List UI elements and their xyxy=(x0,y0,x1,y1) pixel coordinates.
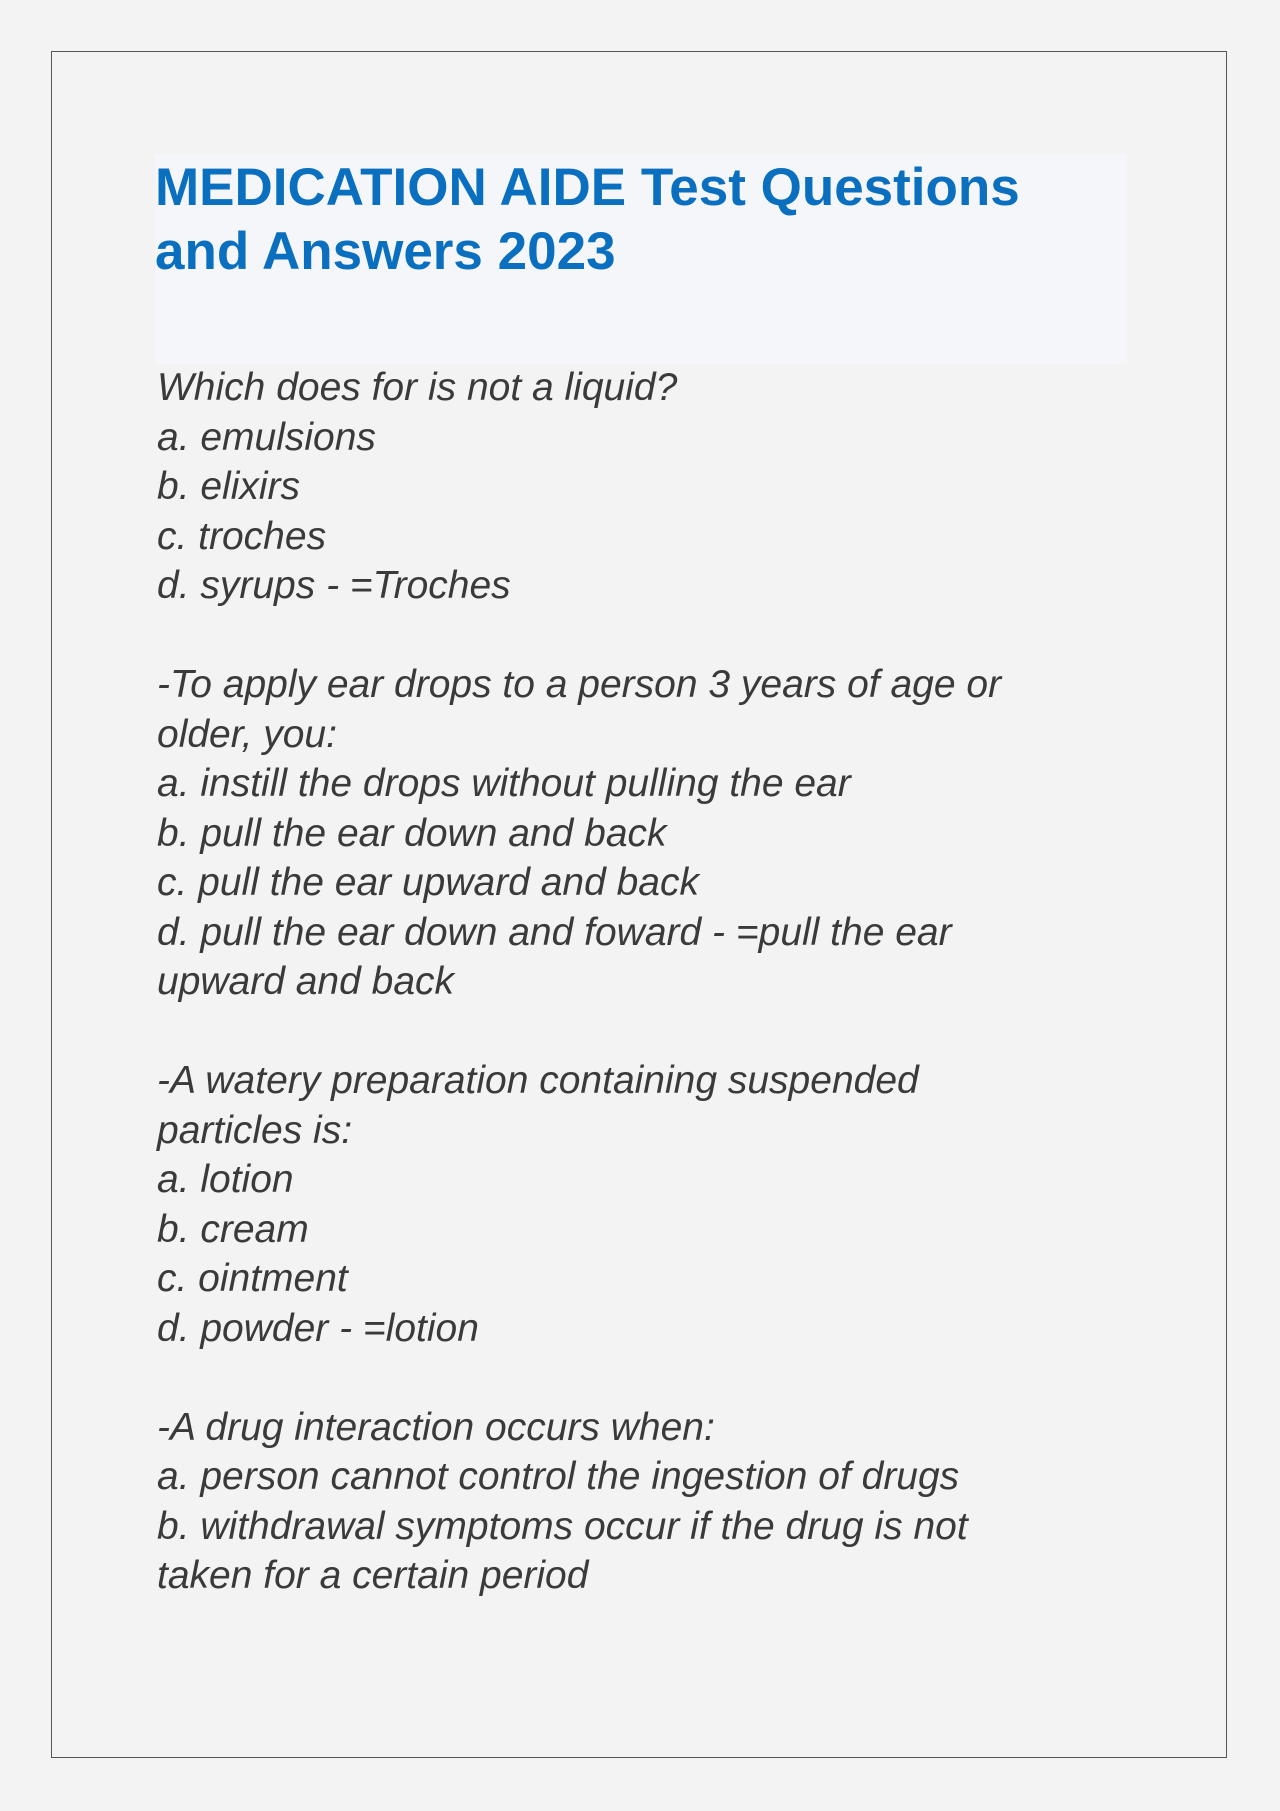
document-title xyxy=(155,156,1127,284)
question-1-option-c: c. troches xyxy=(157,514,327,558)
question-1-option-a: a. emulsions xyxy=(157,415,376,459)
question-4-option-b-cont: taken for a certain period xyxy=(157,1554,589,1597)
question-2-answer-cont: upward and back xyxy=(157,960,455,1003)
question-3-option-a: a. lotion xyxy=(157,1158,294,1201)
blank-line xyxy=(157,1353,1137,1403)
question-1-prompt: Which does for is not a liquid? xyxy=(157,366,678,409)
question-2-option-c: c. pull the ear upward and back xyxy=(157,861,700,904)
question-3-option-d-answer: d. powder - =lotion xyxy=(157,1306,479,1350)
question-4-option-a: a. person cannot control the ingestion of drugs xyxy=(157,1455,960,1498)
blank-line xyxy=(157,611,1137,661)
question-4-option-b: b. withdrawal symptoms occur if the drug is not xyxy=(157,1504,968,1548)
question-3-option-b: b. cream xyxy=(157,1207,309,1251)
blank-line xyxy=(157,1007,1137,1057)
title-line: and Answers 2023 xyxy=(155,222,616,281)
question-2-option-a: a. instill the drops without pulling the ear xyxy=(157,762,851,805)
question-1-option-d-answer: d. syrups - =Troches xyxy=(157,564,511,607)
question-3-option-c: c. ointment xyxy=(157,1257,348,1300)
question-3-prompt: -A watery preparation containing suspended xyxy=(157,1059,919,1102)
question-4-prompt: -A drug interaction occurs when: xyxy=(157,1405,715,1449)
question-2-option-d-answer: d. pull the ear down and foward - =pull the ear xyxy=(157,910,952,954)
question-list xyxy=(157,363,1137,1601)
question-2-prompt: -To apply ear drops to a person 3 years of age or xyxy=(157,663,1002,706)
question-1-option-b: b. elixirs xyxy=(157,465,301,508)
question-3-prompt-cont: particles is: xyxy=(157,1108,353,1152)
question-2-prompt-cont: older, you: xyxy=(157,712,337,756)
question-2-option-b: b. pull the ear down and back xyxy=(157,811,667,855)
title-line: MEDICATION AIDE Test Questions xyxy=(155,158,1020,217)
